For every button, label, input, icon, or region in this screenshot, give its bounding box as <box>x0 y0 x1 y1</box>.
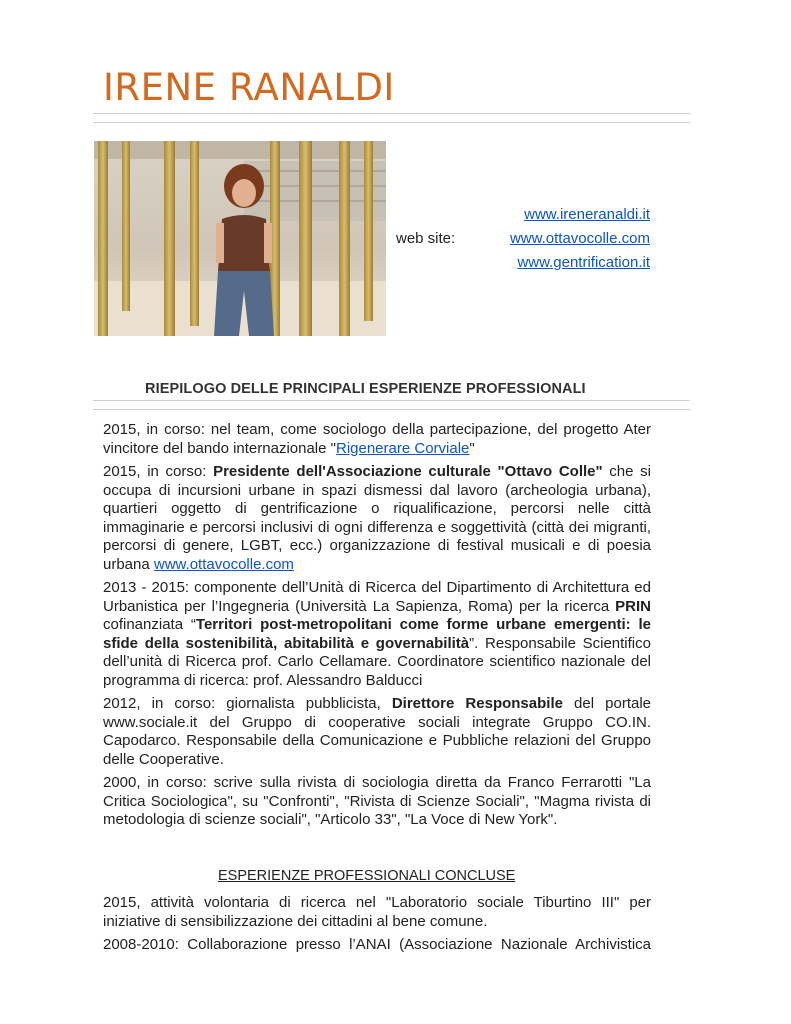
text: del portale www.sociale.it del Gruppo di cooperative sociali integrate Gruppo CO.IN. Capodarco. Responsabile della Comunicazione e Pubbliche relazioni del Gruppo delle Cooperative. <box>103 695 651 768</box>
experience-item <box>103 695 651 769</box>
text: 2015, in corso: nel team, come sociologo della partecipazione, del progetto Ater vincitore del bando internazionale " <box>103 421 651 457</box>
link-gentrification[interactable]: www.gentrification.it <box>517 254 650 271</box>
experience-item <box>103 421 651 458</box>
section-divider <box>93 400 690 401</box>
link-ireneranaldi[interactable]: www.ireneranaldi.it <box>524 206 650 223</box>
text: 2012, in corso: giornalista pubblicista, <box>103 695 392 712</box>
section-heading-principali: RIEPILOGO DELLE PRINCIPALI ESPERIENZE PROFESSIONALI <box>145 381 586 397</box>
text: che si occupa di incursioni urbane in spazi dismessi dal lavoro (archeologia urbana), quartieri oggetto di gentrificazione o riqualificazione, percorsi nelle città immaginarie e percorsi inclusivi di ogni differenza e soggettività (città dei migranti, percorsi di genere, LGBT, ecc.) organizzazione di festival musicali e di poesia urbana <box>103 463 651 573</box>
text: 2000, in corso: scrive sulla rivista di sociologia diretta da Franco Ferrarotti "La Critica Sociologica", su "Confronti", "Rivista di Scienze Sociali", "Magma rivista di metodologia di scienze sociali", "Articolo 33", "La Voce di New York". <box>103 774 651 828</box>
website-links <box>396 203 650 275</box>
experience-item <box>103 463 651 574</box>
experience-item <box>103 774 651 830</box>
title-divider <box>93 113 690 114</box>
section-divider-2 <box>93 409 690 410</box>
concluded-item: 2008-2010: Collaborazione presso l’ANAI (Associazione Nazionale Archivistica <box>103 936 651 953</box>
role-title: Presidente dell'Associazione culturale "Ottavo Colle" <box>213 463 603 480</box>
concluded-list <box>103 894 651 960</box>
text: ”. Responsabile Scientifico dell’unità di Ricerca prof. Carlo Cellamare. Coordinatore scientifico nazionale del programma di ricerca: prof. Alessandro Balducci <box>103 634 651 689</box>
project-label: PRIN <box>615 597 651 615</box>
profile-photo-image <box>94 141 386 336</box>
project-title: Territori post-metropolitani come forme urbane emergenti: le sfide della sostenibilità, abitabilità e governabilità <box>103 616 652 652</box>
role-title: Direttore Responsabile <box>391 695 563 712</box>
page-title: IRENE RANALDI <box>103 66 395 109</box>
title-divider-2 <box>93 122 690 123</box>
link-ottavocolle[interactable]: www.ottavocolle.com <box>509 230 650 247</box>
link-rigenerare-corviale[interactable]: Rigenerare Corviale <box>335 439 470 457</box>
profile-photo <box>94 141 386 336</box>
website-label: web site: <box>396 230 456 247</box>
section-heading-concluse: ESPERIENZE PROFESSIONALI CONCLUSE <box>218 868 516 884</box>
text: " <box>469 439 475 457</box>
text: 2015, in corso: <box>103 463 214 480</box>
experience-list <box>103 421 651 835</box>
text: cofinanziata “ <box>103 616 196 633</box>
link-ottavocolle-inline[interactable]: www.ottavocolle.com <box>153 555 294 573</box>
experience-item <box>103 579 651 690</box>
text: 2013 - 2015: componente dell’Unità di Ricerca del Dipartimento di Architettura ed Urbanistica per l’Ingegneria (Università La Sapienza, Roma) per la ricerca <box>103 579 651 615</box>
concluded-item: 2015, attività volontaria di ricerca nel "Laboratorio sociale Tiburtino III" per iniziative di sensibilizzazione dei cittadini al bene comune. <box>103 894 651 930</box>
